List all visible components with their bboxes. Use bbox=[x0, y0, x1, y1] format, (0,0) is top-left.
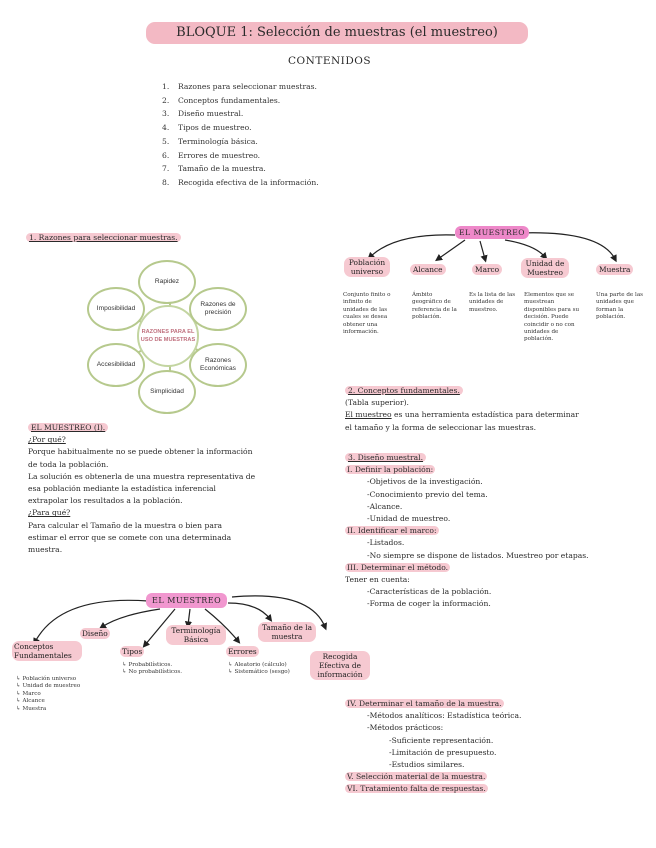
step-3: III. Determinar el método. bbox=[347, 562, 449, 572]
section2 bbox=[345, 385, 645, 434]
node-errores: Errores bbox=[228, 647, 257, 656]
text-line: -Estudios similares. bbox=[389, 760, 465, 770]
top-desc-muestra: Una parte de las unidades que forman la población. bbox=[596, 292, 644, 321]
node-recogida: Recogida Efectiva de información bbox=[310, 651, 370, 680]
section3 bbox=[345, 452, 651, 611]
text-line: muestra. bbox=[28, 545, 63, 555]
text-line: Tener en cuenta: bbox=[345, 575, 410, 585]
text-line: -Unidad de muestreo. bbox=[367, 514, 451, 524]
top-desc-poblacion: Conjunto finito o infinito de unidades de las cuales se desea obtener una información. bbox=[343, 292, 391, 336]
node-conceptos: Conceptos Fundamentales bbox=[12, 641, 82, 661]
text-line: (Tabla superior). bbox=[345, 398, 409, 408]
muestreo-heading: EL MUESTREO (I). bbox=[28, 423, 108, 432]
node-terminologia: Terminología Básica bbox=[166, 625, 226, 645]
text-line: -No siempre se dispone de listados. Muestreo por etapas. bbox=[367, 550, 589, 560]
list-item: 6. Errores de muestreo. bbox=[162, 150, 261, 160]
text-line: esa población mediante la estadística inferencial bbox=[28, 484, 216, 494]
top-node-poblacion: Población universo bbox=[344, 257, 390, 277]
top-node-alcance: Alcance bbox=[410, 264, 446, 275]
conceptos-items: ↳ Población universo ↳ Unidad de muestreo ↳ Marco ↳ Alcance ↳ Muestra bbox=[16, 676, 81, 712]
top-desc-marco: Es la lista de las unidades de muestreo. bbox=[469, 292, 516, 313]
list-item: 7. Tamaño de la muestra. bbox=[162, 164, 266, 174]
text-line: el tamaño y la forma de seleccionar las muestras. bbox=[345, 422, 537, 432]
reason-economicas: Razones Económicas bbox=[189, 343, 247, 387]
step-2: II. Identificar el marco: bbox=[347, 526, 437, 536]
list-item: 1. Razones para seleccionar muestras. bbox=[162, 82, 317, 91]
section3-heading: 3. Diseño muestral. bbox=[345, 453, 426, 462]
text-line: Para calcular el Tamaño de la muestra o bien para bbox=[28, 520, 223, 530]
text-line: de toda la población. bbox=[28, 459, 109, 469]
contents-heading: CONTENIDOS bbox=[288, 55, 372, 67]
text-line: Porque habitualmente no se puede obtener la información bbox=[28, 447, 253, 457]
top-desc-alcance: Ámbito geográfico de referencia de la población. bbox=[412, 292, 457, 321]
reason-precision: Razones de precisión bbox=[189, 287, 247, 331]
text-line: -Métodos prácticos: bbox=[367, 723, 444, 733]
section3-cont bbox=[345, 698, 651, 796]
section1-heading: 1. Razones para seleccionar muestras. bbox=[26, 233, 181, 242]
text-line: -Forma de coger la información. bbox=[367, 599, 491, 609]
text-line: El muestreo es una herramienta estadística para determinar bbox=[345, 410, 579, 420]
tipos-items: ↳ Probabilísticos. ↳ No probabilísticos. bbox=[122, 662, 183, 676]
text-line: La solución es obtenerla de una muestra representativa de bbox=[28, 471, 256, 481]
step-5: V. Selección material de la muestra. bbox=[347, 772, 486, 782]
map-bottom-hub: EL MUESTREO bbox=[146, 593, 227, 608]
text-line: extrapolar los resultados a la población. bbox=[28, 496, 183, 506]
step-1: I. Definir la población: bbox=[347, 465, 434, 475]
top-node-muestra: Muestra bbox=[596, 264, 633, 275]
step-4: IV. Determinar el tamaño de la muestra. bbox=[347, 699, 502, 708]
reason-simplicidad: Simplicidad bbox=[138, 370, 196, 414]
text-line: -Alcance. bbox=[367, 501, 403, 511]
node-diseno: Diseño bbox=[82, 629, 108, 638]
question-por-que: ¿Por qué? bbox=[28, 435, 66, 445]
step-6: VI. Tratamiento falta de respuestas. bbox=[347, 784, 486, 794]
text-line: estimar el error que se comete con una determinada bbox=[28, 532, 232, 542]
muestreo-definition bbox=[28, 422, 328, 556]
node-tipos: Tipos bbox=[122, 647, 143, 656]
text-line: -Métodos analíticos: Estadística teórica. bbox=[367, 711, 522, 721]
reason-rapidez: Rapidez bbox=[138, 260, 196, 304]
text-line: -Listados. bbox=[367, 538, 405, 548]
text-line: -Objetivos de la investigación. bbox=[367, 477, 483, 487]
text-line: -Suficiente representación. bbox=[389, 735, 494, 745]
list-item: 4. Tipos de muestreo. bbox=[162, 123, 252, 133]
top-node-marco: Marco bbox=[472, 264, 502, 275]
section2-heading: 2. Conceptos fundamentales. bbox=[345, 386, 463, 395]
text-line: -Características de la población. bbox=[367, 587, 492, 597]
reasons-center: RAZONES PARA EL USO DE MUESTRAS bbox=[137, 305, 199, 367]
question-para-que: ¿Para qué? bbox=[28, 508, 71, 518]
reason-imposibilidad: Imposibilidad bbox=[87, 287, 145, 331]
list-item: 5. Terminología básica. bbox=[162, 136, 258, 146]
list-item: 8. Recogida efectiva de la información. bbox=[162, 177, 319, 187]
top-node-unidad: Unidad de Muestreo bbox=[521, 258, 569, 278]
node-tamano: Tamaño de la muestra bbox=[258, 622, 316, 642]
top-desc-unidad: Elementos que se muestrean disponibles para su decisión. Puede coincidir o no con unidades de población. bbox=[524, 292, 580, 343]
text-line: -Conocimiento previo del tema. bbox=[367, 489, 488, 499]
contents-list bbox=[162, 80, 319, 190]
page-title: BLOQUE 1: Selección de muestras (el muestreo) bbox=[146, 22, 528, 44]
reason-accesibilidad: Accesibilidad bbox=[87, 343, 145, 387]
errores-items: ↳ Aleatorio (cálculo) ↳ Sistemático (sesgo) bbox=[228, 662, 290, 676]
map-top-hub: EL MUESTREO bbox=[455, 226, 529, 239]
text-line: -Limitación de presupuesto. bbox=[389, 747, 497, 757]
list-item: 3. Diseño muestral. bbox=[162, 109, 244, 119]
list-item: 2. Conceptos fundamentales. bbox=[162, 95, 281, 105]
